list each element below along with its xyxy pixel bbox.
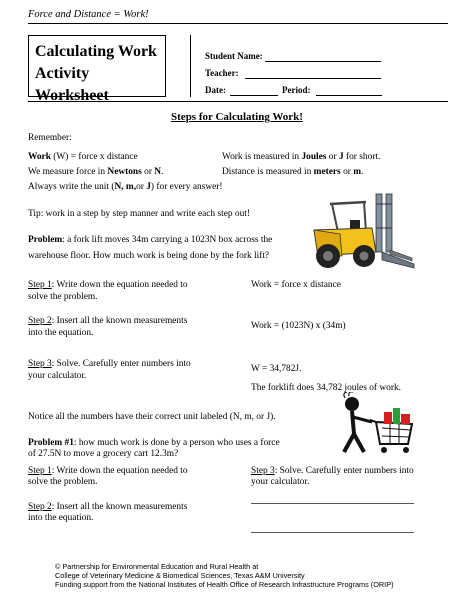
problem1-step1-cont: solve the problem.: [28, 477, 98, 487]
footer-line-2: College of Veterinary Medicine & Biomedical Sciences, Texas A&M University: [55, 571, 305, 581]
work-definition: Work (W) = force x distance: [28, 152, 138, 162]
force-unit: We measure force in Newtons or N.: [28, 167, 164, 177]
footer-credits: [55, 562, 394, 590]
example-step1-answer: Work = force x distance: [251, 280, 341, 290]
example-step2-cont: into the equation.: [28, 328, 94, 338]
footer-line-3: Funding support from the National Institutes of Health Office of Research Infrastructure Programs (ORIP): [55, 580, 394, 590]
grocery-cart-person-icon: [336, 392, 418, 464]
problem-line-1: Problem: a fork lift moves 34m carrying a 1023N box across the: [28, 235, 273, 245]
answer-line-1[interactable]: [251, 503, 414, 504]
header-divider: [28, 23, 448, 24]
example-step3: Step 3: Solve. Carefully enter numbers into: [28, 359, 191, 369]
form-divider: [190, 35, 191, 97]
work-unit: Work is measured in Joules or J for short.: [222, 152, 381, 162]
student-name-field[interactable]: [265, 61, 381, 62]
example-step1: Step 1: Write down the equation needed to: [28, 280, 188, 290]
problem1-line-1: Problem #1: how much work is done by a person who uses a force: [28, 438, 280, 448]
steps-title: Steps for Calculating Work!: [171, 111, 303, 123]
problem1-step3-cont: your calculator.: [251, 477, 310, 487]
problem1-step3: Step 3: Solve. Carefully enter numbers into: [251, 466, 414, 476]
worksheet-topic: Force and Distance = Work!: [28, 9, 149, 20]
worksheet-title: [35, 41, 165, 107]
date-field[interactable]: [230, 95, 278, 96]
period-field[interactable]: [316, 95, 382, 96]
example-step1-cont: solve the problem.: [28, 292, 98, 302]
date-label: Date:: [205, 85, 226, 95]
remember-label: Remember:: [28, 133, 72, 143]
problem1-line-2: of 27.5N to move a grocery cart 12.3m?: [28, 449, 179, 459]
tip-text: Tip: work in a step by step manner and write each step out!: [28, 209, 251, 219]
example-step2-answer: Work = (1023N) x (34m): [251, 321, 346, 331]
answer-line-2[interactable]: [251, 532, 414, 533]
title-bottom-rule: [28, 101, 448, 102]
example-step3-cont: your calculator.: [28, 371, 87, 381]
problem-line-2: warehouse floor. How much work is being done by the fork lift?: [28, 251, 270, 261]
title-line-2: Activity Worksheet: [35, 65, 109, 104]
always-unit: Always write the unit (N, m,or J) for every answer!: [28, 182, 223, 192]
example-step3-answer-2: The forklift does 34,782 joules of work.: [251, 383, 401, 393]
distance-unit: Distance is measured in meters or m.: [222, 167, 364, 177]
problem1-step2-cont: into the equation.: [28, 513, 94, 523]
problem1-step1: Step 1: Write down the equation needed to: [28, 466, 188, 476]
notice-text: Notice all the numbers have their correct unit labeled (N, m, or J).: [28, 412, 276, 422]
example-step2: Step 2: Insert all the known measurements: [28, 316, 188, 326]
problem1-step2: Step 2: Insert all the known measurements: [28, 502, 188, 512]
teacher-label: Teacher:: [205, 68, 239, 78]
forklift-icon: [310, 190, 418, 272]
title-line-1: Calculating Work: [35, 43, 157, 60]
period-label: Period:: [282, 85, 311, 95]
teacher-field[interactable]: [245, 78, 381, 79]
footer-line-1: © Partnership for Environmental Education and Rural Health at: [55, 562, 259, 571]
example-step3-answer: W = 34,782J.: [251, 364, 302, 374]
student-name-label: Student Name:: [205, 51, 263, 61]
